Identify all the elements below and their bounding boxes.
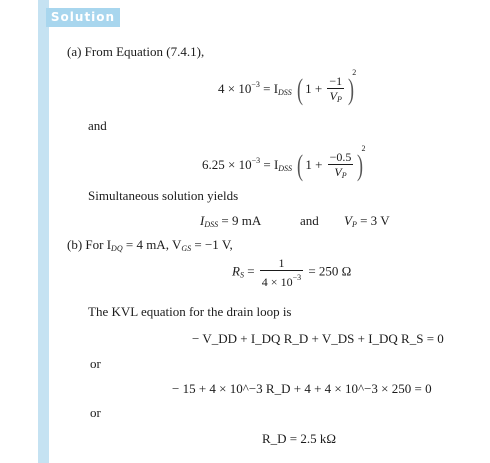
sidebar-stripe [38, 0, 49, 463]
simultaneous-text: Simultaneous solution yields [88, 188, 239, 203]
result-idss: $I_{DSS} = 9$ mA [200, 213, 262, 229]
result-vp: $V_P = 3$ V [344, 213, 390, 229]
numeric-equation: − 15 + 4 × 10^−3 R_D + 4 + 4 × 10^−3 × 250 = 0 [172, 381, 432, 396]
rs-equation: $R_S$ = $\frac{1}{4 \times 10^{-3}}$ = 250 Ω [232, 256, 352, 289]
kvl-text: The KVL equation for the drain loop is [88, 304, 292, 319]
result-and: and [300, 213, 319, 228]
equation-1: $4 \times 10^{-3} = I_{DSS}$ ( 1 + $\frac{-1}{V_P}$ )$^2$ [218, 68, 357, 107]
or-text-1: or [90, 356, 101, 371]
part-b-label: (b) For $I_{DQ} = 4$ mA, $V_{GS} = -1$ V, [67, 237, 233, 253]
solution-badge: Solution [46, 8, 120, 27]
final-result: R_D = 2.5 kΩ [262, 431, 337, 446]
or-text-2: or [90, 405, 101, 420]
kvl-equation: − V_DD + I_DQ R_D + V_DS + I_DQ R_S = 0 [192, 331, 444, 346]
equation-2: $6.25 \times 10^{-3} = I_{DSS}$ ( 1 + $\frac{-0.5}{V_P}$ )$^2$ [202, 144, 366, 183]
part-a-label: (a) From Equation (7.4.1), [67, 44, 205, 59]
and-text: and [88, 118, 107, 133]
